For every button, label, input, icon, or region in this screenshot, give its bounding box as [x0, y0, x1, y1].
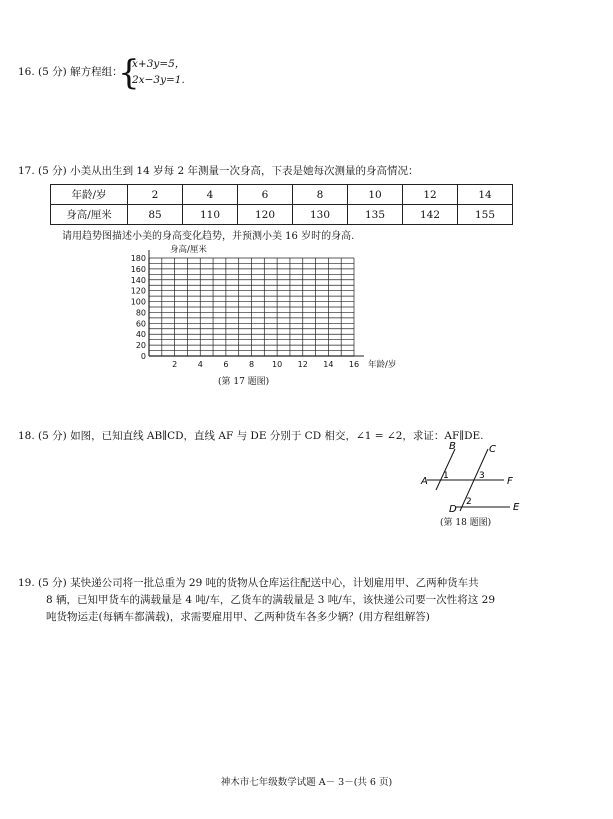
table-cell: 120 [238, 205, 293, 225]
q16-equation-1: x+3y=5， [132, 58, 186, 70]
table-cell: 135 [348, 205, 403, 225]
chart-x-tick-label: 6 [223, 360, 229, 369]
trend-chart [100, 240, 420, 390]
chart-y-tick-label: 100 [130, 297, 146, 307]
table-header-height: 身高/厘米 [51, 205, 128, 225]
chart-y-tick-label: 140 [130, 275, 146, 285]
q17-instruction: 请用趋势图描述小美的身高变化趋势，并预测小美 16 岁时的身高. [62, 231, 355, 242]
table-cell: 4 [183, 185, 238, 205]
table-cell: 14 [458, 185, 513, 205]
page-footer: 神木市七年级数学试题 A－ 3－(共 6 页) [220, 777, 393, 788]
chart-x-tick-label: 4 [197, 360, 203, 369]
point-label-e: E [513, 502, 520, 513]
table-cell: 155 [458, 205, 513, 225]
chart-x-tick-label: 16 [348, 360, 360, 369]
line-ab [436, 449, 455, 490]
chart-x-tick-label: 10 [272, 360, 283, 369]
q17-label: 17. (5 分) 小美从出生到 14 岁每 2 年测量一次身高，下表是她每次测量的身高情况： [18, 165, 419, 177]
q19-line-1: 19. (5 分) 某快递公司将一批总重为 29 吨的货物从仓库运往配送中心，计划雇用甲、乙两种货车共 [18, 577, 479, 589]
q18-figure [418, 438, 528, 516]
point-label-c: C [489, 444, 496, 455]
table-row [51, 185, 513, 205]
table-header-age: 年龄/岁 [51, 185, 128, 205]
q18-label: 18. (5 分) 如图，已知直线 AB∥CD，直线 AF 与 DE 分别于 CD 相交，∠1 = ∠2，求证：AF∥DE. [18, 430, 484, 442]
chart-y-tick-label: 160 [130, 264, 146, 274]
table-cell: 110 [183, 205, 238, 225]
table-cell: 6 [238, 185, 293, 205]
table-cell: 130 [293, 205, 348, 225]
chart-x-tick-label: 12 [297, 360, 308, 369]
chart-y-tick-label: 180 [130, 254, 146, 263]
point-label-f: F [507, 476, 513, 487]
point-label-a: A [421, 476, 428, 487]
chart-y-tick-label: 120 [130, 286, 146, 296]
table-cell: 12 [403, 185, 458, 205]
chart-x-tick-label: 2 [172, 360, 178, 369]
chart-y-axis-label: 身高/厘米 [170, 245, 207, 255]
q18-caption: (第 18 题图) [440, 518, 492, 528]
q19-line-3: 吨货物运走(每辆车都满载)，求需要雇用甲、乙两种货车各多少辆？(用方程组解答) [46, 611, 430, 623]
table-row [51, 205, 513, 225]
chart-x-axis-label: 年龄/岁 [368, 360, 397, 370]
q16-equation-2: 2x−3y=1. [132, 74, 185, 86]
chart-y-tick-label: 60 [135, 319, 146, 329]
chart-y-tick-label: 0 [140, 352, 146, 361]
left-brace: { [118, 53, 140, 93]
point-label-d: D [449, 504, 457, 515]
table-cell: 8 [293, 185, 348, 205]
angle-label-2: 2 [466, 497, 472, 507]
chart-y-tick-label: 20 [135, 341, 146, 351]
chart-y-tick-label: 80 [135, 308, 146, 318]
angle-label-3: 3 [479, 471, 485, 481]
table-cell: 85 [128, 205, 183, 225]
q19-line-2: 8 辆，已知甲货车的满载量是 4 吨/车，乙货车的满载量是 3 吨/车，该快递公司要一次性将这 29 [46, 594, 496, 606]
q17-table [50, 184, 513, 225]
point-label-b: B [449, 441, 456, 452]
chart-y-tick-label: 40 [135, 330, 146, 340]
angle-label-1: 1 [443, 471, 449, 481]
table-cell: 142 [403, 205, 458, 225]
table-cell: 2 [128, 185, 183, 205]
q17-chart-caption: (第 17 题图) [218, 377, 270, 387]
table-cell: 10 [348, 185, 403, 205]
chart-x-tick-label: 8 [248, 360, 255, 369]
chart-x-tick-label: 14 [323, 360, 334, 369]
q16-label: 16. (5 分) 解方程组： [18, 66, 123, 78]
